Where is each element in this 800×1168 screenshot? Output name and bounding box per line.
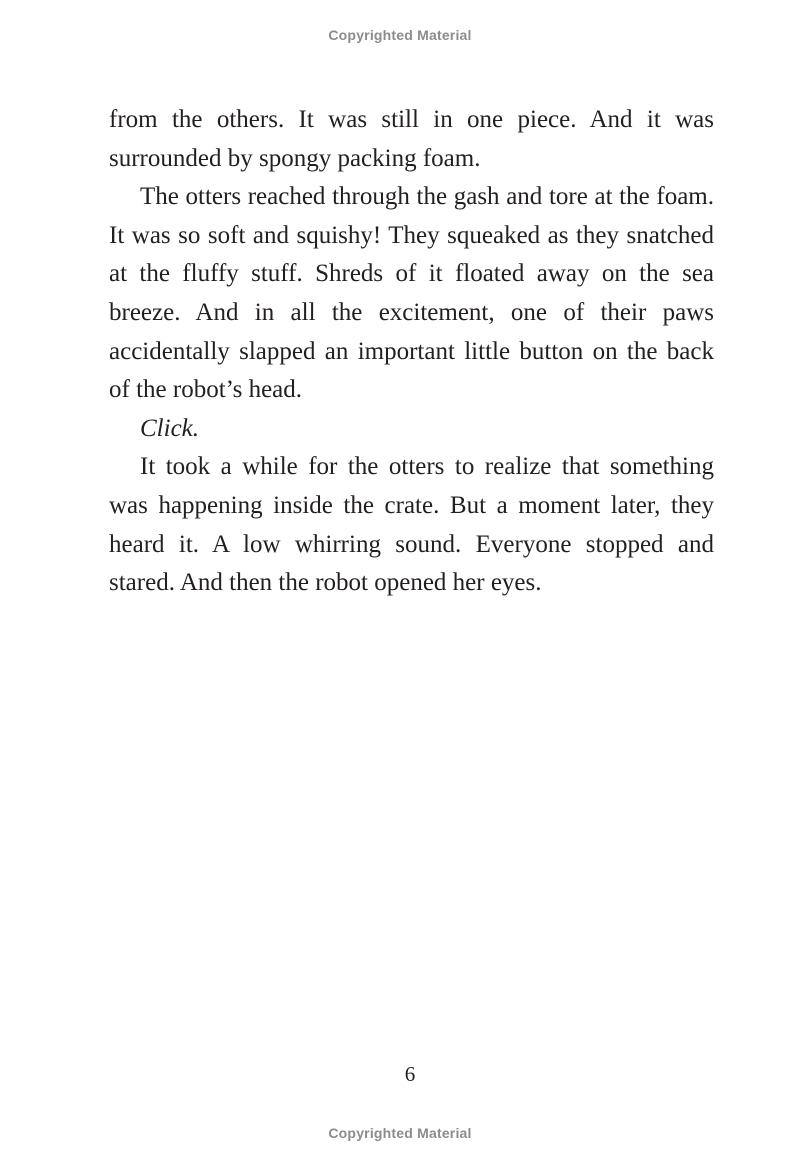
page-body-text — [109, 101, 714, 603]
copyright-watermark-top: Copyrighted Material — [328, 27, 472, 43]
paragraph-continued: from the others. It was still in one piece. And it was surrounded by spongy packing foam. — [109, 106, 714, 172]
copyright-watermark-bottom: Copyrighted Material — [328, 1125, 472, 1141]
paragraph: The otters reached through the gash and tore at the foam. It was so soft and squishy! They squeaked as they snatched at the fluffy stuff. Shreds of it floated away on the sea breeze. And in all the excitement, one of their paws accidentally slapped an important little button on the back of the robot’s head. — [109, 183, 714, 404]
page-number: 6 — [404, 1062, 416, 1086]
paragraph: It took a while for the otters to realize that something was happening inside the crate. But a moment later, they heard it. A low whirring sound. Everyone stopped and stared. And then the robot opened her eyes. — [109, 453, 714, 597]
paragraph-click: Click. — [140, 414, 200, 442]
